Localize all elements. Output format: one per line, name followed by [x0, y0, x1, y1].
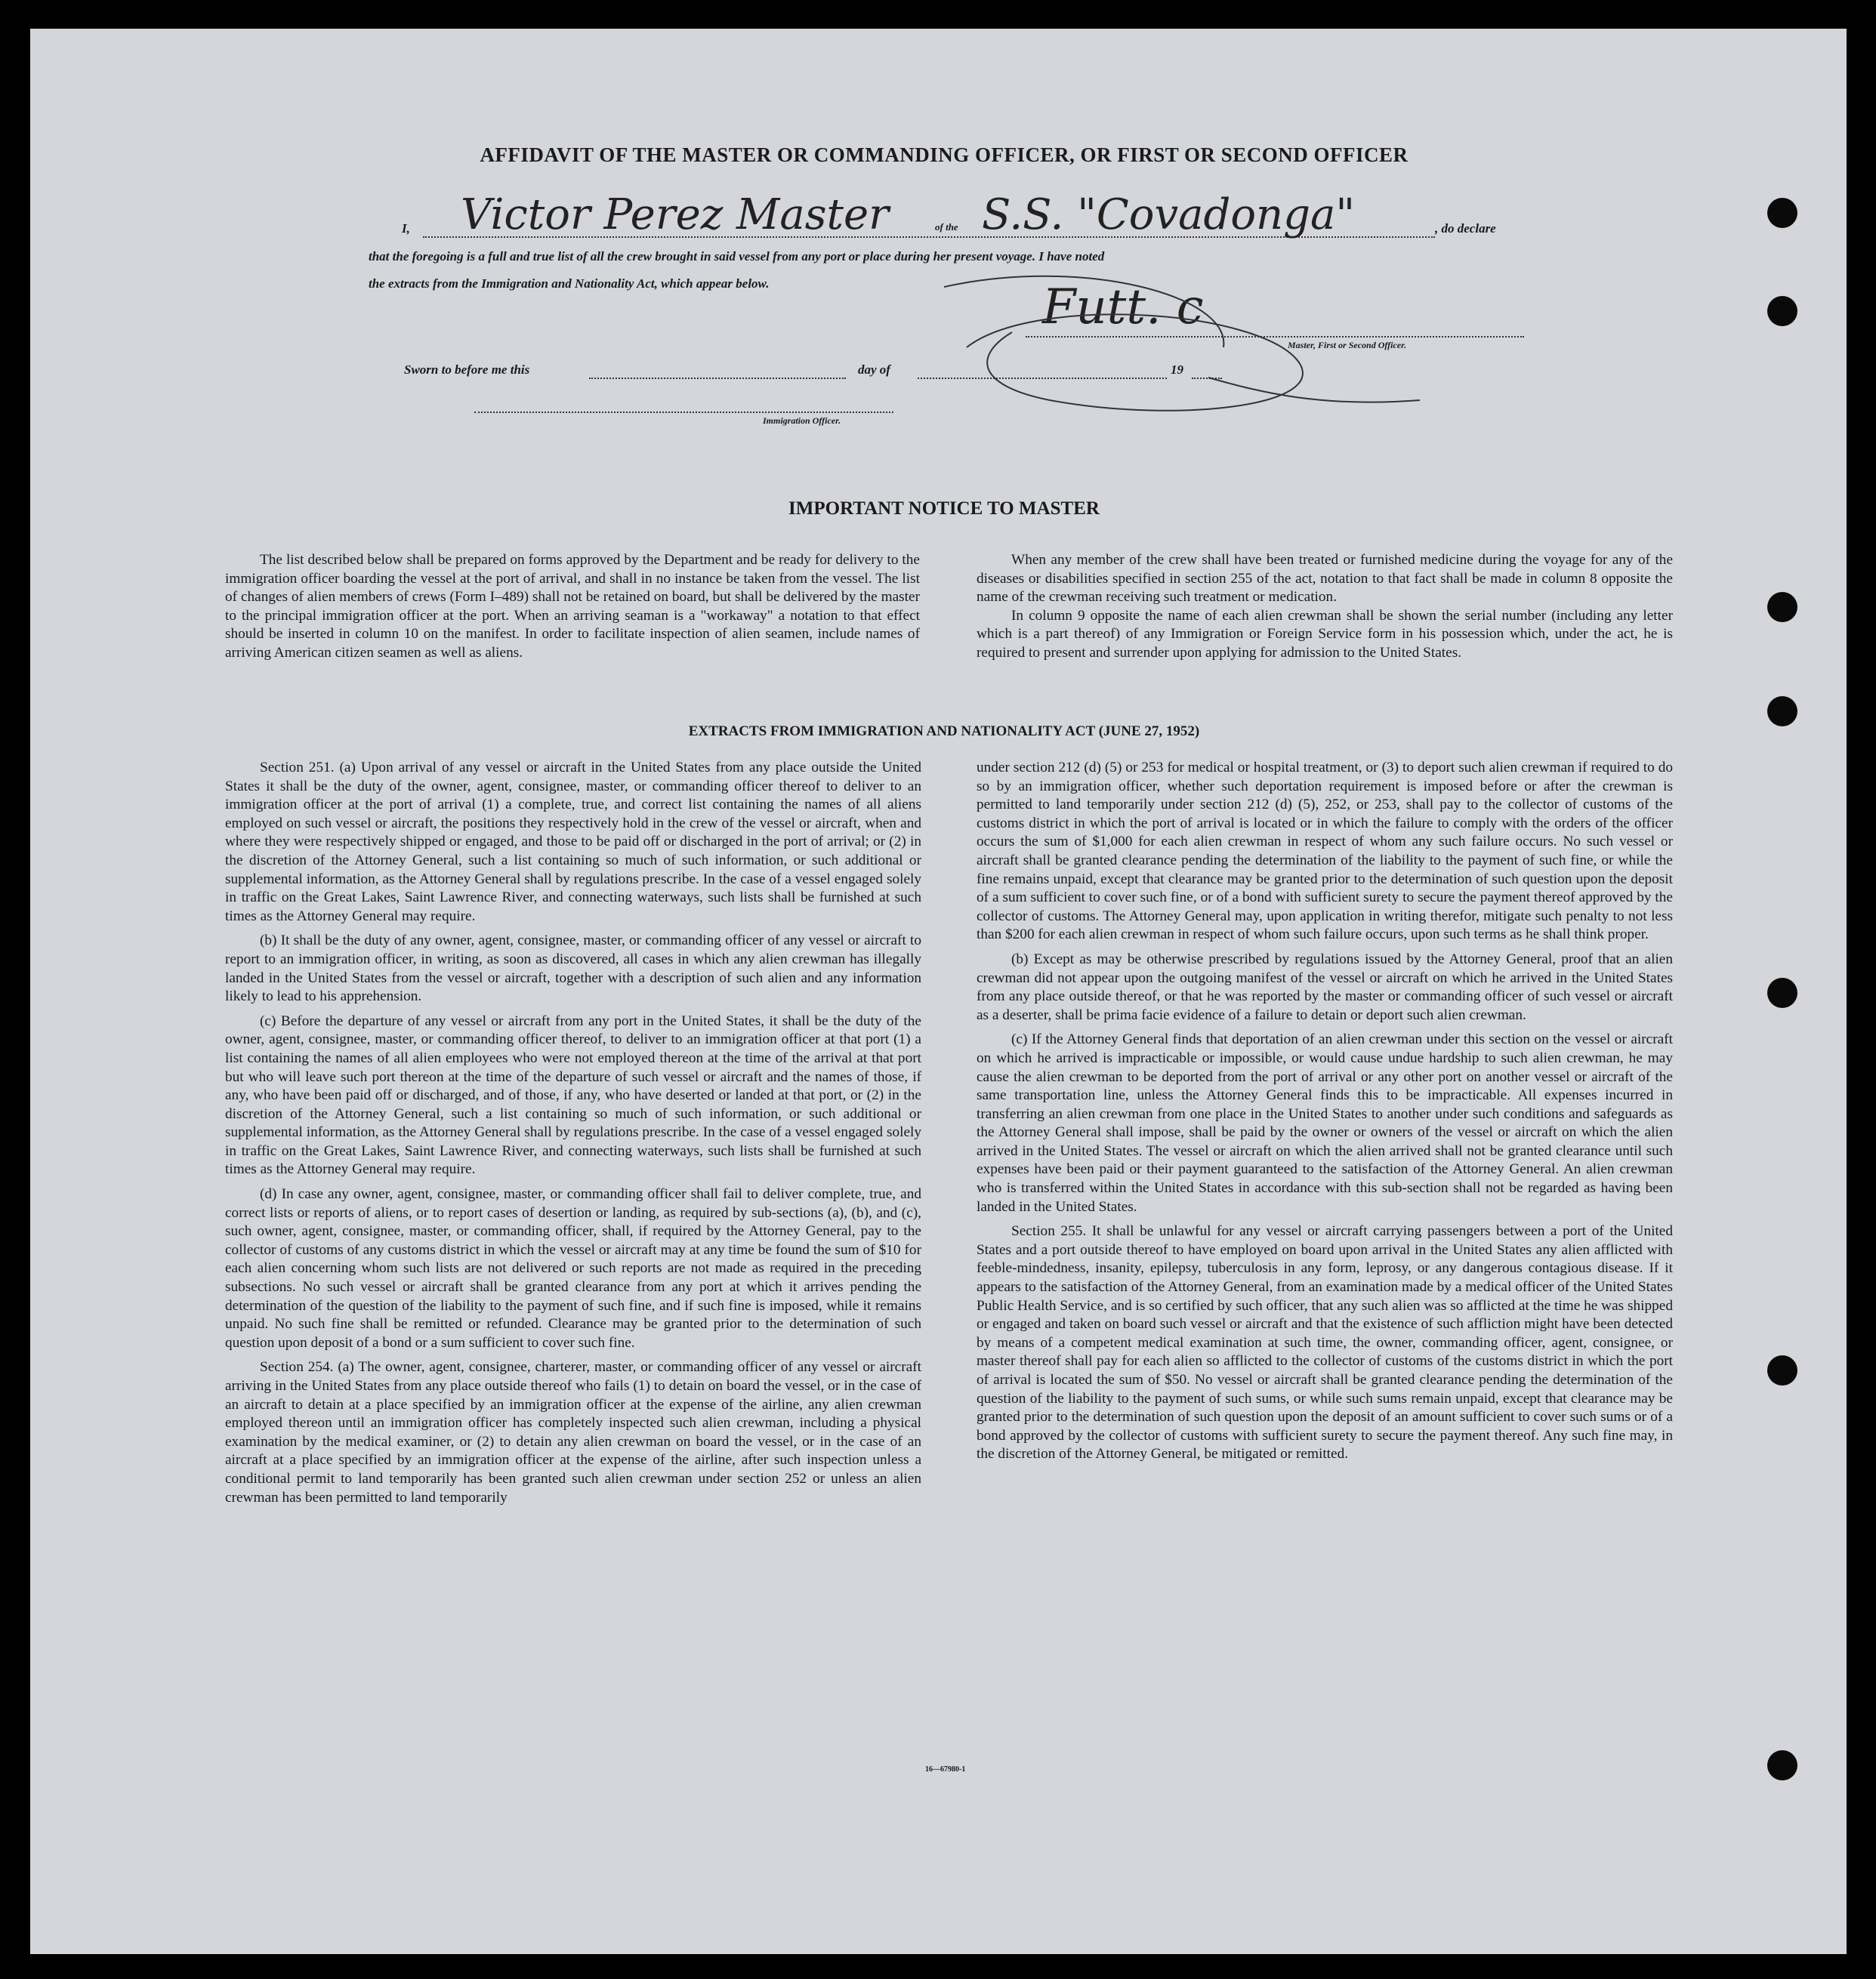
master-signature: Futt. c [1042, 279, 1204, 335]
of-the-label: of the [935, 221, 958, 233]
officer-label: Immigration Officer. [763, 415, 841, 426]
year-prefix: 19 [1171, 362, 1183, 377]
do-declare-label: , do declare [1435, 221, 1496, 236]
section-251-d: (d) In case any owner, agent, consignee, master, or commanding officer shall fail to deliver complete, true, and correct lists or reports of aliens, or to report cases of desertion or landing, as required by sub-sections (a), (b), and (c), such owner, agent, consignee, master, or commanding officer, shall, if required by the Attorney General, pay to the collector of customs of any customs district in which the vessel or aircraft may at any time be found the sum of $10 for each alien concerning whom such lists are not delivered or such reports are not made as required in the preceding subsections. No such vessel or aircraft shall be granted clearance from any port at which it arrives pending the determination of the question of the liability to the payment of such fine, and if such fine is imposed, while it remains unpaid. No such fine shall be remitted or refunded. Clearance may be granted prior to the determination of such question upon deposit of a bond or a sum sufficient to cover such fine. [225, 1186, 921, 1351]
notice-left [225, 551, 920, 662]
sworn-label: Sworn to before me this [404, 362, 530, 377]
section-254-b: (b) Except as may be otherwise prescribed by regulations issued by the Attorney General, proof that an alien crewman did not appear upon the outgoing manifest of the vessel or aircraft on which he arrived in the United States from any place outside thereof, or that he was reported by the master or commanding officer of such vessel or aircraft as a deserter, shall be prima facie evidence of a failure to detain or deport such alien crewman. [977, 951, 1673, 1023]
section-255: Section 255. It shall be unlawful for any vessel or aircraft carrying passengers between a port of the United States and a port outside thereof to have employed on board upon arrival in the United States any alien afflicted with feeble-mindedness, insanity, epilepsy, tuberculosis in any form, leprosy, or any dangerous contagious disease. If it appears to the satisfaction of the Attorney General, from an examination made by a medical officer of the United States Public Health Service, and is so certified by such officer, that any such alien was so afflicted at the time he was shipped or engaged and taken on board such vessel or aircraft and that the existence of such affliction might have been detected by means of a competent medical examination at such time, the owner, commanding officer, agent, consignee, or master thereof shall pay for each alien so afflicted to the collector of customs of the customs district in which the port of arrival is located the sum of $50. No vessel or aircraft shall be granted clearance pending the determination of the question of the liability to the payment of such sums, or while such sums remain unpaid, except that clearance may be granted prior to the determination of such question upon the deposit of an amount sufficient to cover such sums or of a bond approved by the collector of customs with sufficient surety to secure the payment thereof. Any such fine may, in the discretion of the Attorney General, be mitigated or remitted. [977, 1223, 1673, 1463]
extracts-left-column [225, 759, 921, 1513]
signature-flourish [944, 264, 1427, 430]
extracts-right-column [977, 759, 1673, 1470]
i-label: I, [402, 221, 410, 236]
section-254-a-continued: under section 212 (d) (5) or 253 for medical or hospital treatment, or (3) to deport such alien crewman if required to do so by an immigration officer, whether such deportation requirement is imposed before or after the crewman is permitted to land temporarily under section 212 (d) (5), 252, or 253, shall pay to the collector of customs of the customs district in which the port of arrival is located or in which the failure to comply with the orders of the officer occurs the sum of $1,000 for each alien crewman in respect of whom any such failure occurs. No such vessel or aircraft shall be granted clearance pending the determination of the liability to the payment of such fine, or while the fine remains unpaid, except that clearance may be granted prior to the determination of such question upon the deposit of a sum sufficient to cover such fine, or of a bond with sufficient surety to secure the payment thereof approved by the collector of customs. The Attorney General may, upon application in writing therefor, mitigate such penalty to not less than $200 for each alien crewman in respect of whom such failure occurs, upon such terms as he shall think proper. [977, 760, 1673, 943]
binder-hole [1767, 978, 1797, 1008]
sworn-day-line [589, 378, 846, 379]
binder-hole [1767, 1355, 1797, 1386]
notice-title: IMPORTANT NOTICE TO MASTER [788, 498, 1100, 519]
binder-hole [1767, 592, 1797, 622]
vessel-name-handwritten: S.S. "Covadonga" [982, 190, 1356, 239]
notice-left-paragraph: The list described below shall be prepared on forms approved by the Department and be ready for delivery to the immigration officer boarding the vessel at the port of arrival, and shall in no instance be taken from the vessel. The list of changes of alien members of crews (Form I–489) shall not be retained on board, but shall be delivered by the master to the principal immigration officer at the port. When an arriving seaman is a "workaway" a notation to that effect should be inserted in column 10 on the manifest. In order to facilitate inspection of alien seamen, include names of arriving American citizen seamen as well as aliens. [225, 552, 920, 661]
signer-name-handwritten: Victor Perez Master [461, 190, 889, 239]
officer-signature-line [474, 412, 893, 413]
binder-hole [1767, 198, 1797, 228]
master-label: Master, First or Second Officer. [1288, 340, 1407, 350]
notice-right-paragraph-2: In column 9 opposite the name of each alien crewman shall be shown the serial number (including any letter which is a part thereof) of any Immigration or Foreign Service form in his possession which, under the act, he is required to present and surrender upon applying for admission to the United States. [977, 607, 1673, 661]
section-251-c: (c) Before the departure of any vessel or aircraft from any port in the United States, it shall be the duty of the owner, agent, consignee, master, or commanding officer thereof, to deliver to an immigration officer at that port (1) a list containing the names of all alien employees who were not employed thereon at the time of the arrival at that port but who will leave such port thereon at the time of the departure of such vessel or aircraft and the names of those, if any, who have been paid off or discharged, and of those, if any, who have deserted or landed at that port, or (2) in the discretion of the Attorney General, such a list containing so much of such information, or such additional or supplemental information, as the Attorney General shall by regulations prescribe. In the case of a vessel engaged solely in traffic on the Great Lakes, Saint Lawrence River, and connecting waterways, such lists shall be furnished at such times as the Attorney General may require. [225, 1013, 921, 1178]
form-number: 16—67980-1 [925, 1765, 966, 1774]
section-251-b: (b) It shall be the duty of any owner, agent, consignee, master, or commanding officer of any vessel or aircraft to report to an immigration officer, in writing, as soon as discovered, all cases in which any alien crewman has illegally landed in the United States from the vessel or aircraft, together with a description of such alien and any information likely to lead to his apprehension. [225, 932, 921, 1005]
declaration-line-2: the extracts from the Immigration and Nationality Act, which appear below. [369, 276, 770, 291]
section-251-a: Section 251. (a) Upon arrival of any vessel or aircraft in the United States from any place outside the United States it shall be the duty of the owner, agent, consignee, master, or commanding officer thereof to deliver to an immigration officer at the port of arrival (1) a complete, true, and correct list containing the names of all aliens employed on such vessel or aircraft, the positions they respectively hold in the crew of the vessel or aircraft, when and where they were respectively shipped or engaged, and those to be paid off or discharged in the port of arrival; or (2) in the discretion of the Attorney General, such a list containing so much of such information, or such additional or supplemental information, as the Attorney General shall by regulations prescribe. In the case of a vessel engaged solely in traffic on the Great Lakes, Saint Lawrence River, and connecting waterways, such lists shall be furnished at such times as the Attorney General may require. [225, 760, 921, 924]
notice-right-paragraph-1: When any member of the crew shall have been treated or furnished medicine during the voyage for any of the diseases or disabilities specified in section 255 of the act, notation to that fact shall be made in column 8 opposite the name of the crewman receiving such treatment or medication. [977, 552, 1673, 605]
affidavit-title: AFFIDAVIT OF THE MASTER OR COMMANDING OFFICER, OR FIRST OR SECOND OFFICER [480, 143, 1409, 166]
binder-hole [1767, 696, 1797, 726]
section-254-a: Section 254. (a) The owner, agent, consignee, charterer, master, or commanding officer of any vessel or aircraft arriving in the United States from any place outside thereof who fails (1) to detain on board the vessel, or in the case of an aircraft to detain at a place specified by an immigration officer at the expense of the airline, any alien crewman employed thereon until an immigration officer has completely inspected such alien crewman, including a physical examination by the medical examiner, or (2) to detain any alien crewman on board the vessel, or in the case of an aircraft at a place specified by an immigration officer at the expense of the airline, after such inspection unless a conditional permit to land temporarily has been granted such alien crewman under section 252 or unless an alien crewman has been permitted to land temporarily [225, 1359, 921, 1506]
declaration-line-1: that the foregoing is a full and true list of all the crew brought in said vessel from any port or place during her present voyage. I have noted [369, 249, 1105, 264]
notice-right [977, 551, 1673, 662]
binder-hole [1767, 296, 1797, 326]
binder-hole [1767, 1750, 1797, 1780]
extracts-title: EXTRACTS FROM IMMIGRATION AND NATIONALITY ACT (JUNE 27, 1952) [688, 723, 1200, 739]
section-254-c: (c) If the Attorney General finds that deportation of an alien crewman under this section on the vessel or aircraft on which he arrived is impracticable or impossible, or would cause undue hardship to such alien crewman, he may cause the alien crewman to be deported from the port of arrival or any other port on another vessel or aircraft of the same transportation line, unless the Attorney General finds this to be impracticable. All expenses incurred in transferring an alien crewman from one place in the United States to another under such conditions and safeguards as the Attorney General shall impose, shall be paid by the owner or owners of the vessel or aircraft on which the alien arrived in the United States. The vessel or aircraft on which the alien arrived shall not be granted clearance until such expenses have been paid or their payment guaranteed to the satisfaction of the Attorney General. An alien crewman who is transferred within the United States in accordance with this sub-section shall not be regarded as having been landed in the United States. [977, 1031, 1673, 1215]
day-of-label: day of [858, 362, 890, 377]
